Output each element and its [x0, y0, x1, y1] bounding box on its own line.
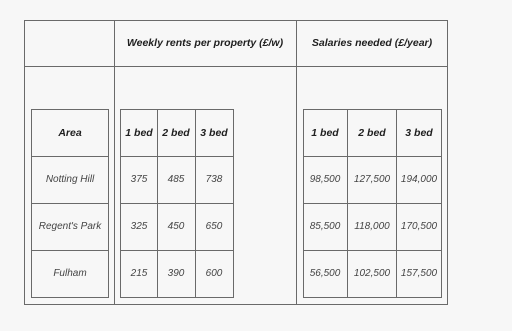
salary-cell: 102,500	[353, 268, 391, 279]
salary-column-header: 2 bed	[358, 127, 386, 139]
salary-table-line	[303, 156, 442, 157]
rent-table-line	[120, 297, 234, 298]
salary-cell: 127,500	[353, 174, 391, 185]
salary-column-header: 1 bed	[311, 127, 339, 139]
rent-table-line	[120, 109, 121, 298]
area-table-line	[108, 109, 109, 298]
area-table-line	[31, 297, 109, 298]
salary-table-line	[303, 109, 304, 298]
salary-cell: 56,500	[309, 268, 341, 279]
rent-cell: 485	[167, 174, 185, 185]
rent-table-line	[120, 156, 234, 157]
area-table-line	[31, 109, 32, 298]
rent-table-line	[195, 109, 196, 298]
rent-column-header: 1 bed	[125, 127, 153, 139]
salary-table-line	[303, 109, 442, 110]
salary-cell: 98,500	[309, 174, 341, 185]
area-row-label: Regent's Park	[38, 221, 102, 232]
rent-cell: 450	[167, 221, 185, 232]
header-divider	[24, 66, 448, 67]
area-table-line	[31, 203, 109, 204]
weekly-rents-header: Weekly rents per property (£/w)	[126, 37, 284, 49]
rent-table-line	[233, 109, 234, 298]
salary-table-line	[441, 109, 442, 298]
salary-table-line	[303, 297, 442, 298]
area-table-line	[31, 250, 109, 251]
salaries-header: Salaries needed (£/year)	[311, 37, 433, 49]
outer-border-left	[24, 20, 25, 305]
column-divider-2	[296, 20, 297, 305]
outer-border-right	[447, 20, 448, 305]
salary-cell: 194,000	[400, 174, 438, 185]
rent-cell: 600	[205, 268, 223, 279]
area-row-label: Fulham	[53, 268, 87, 279]
rent-cell: 650	[205, 221, 223, 232]
salary-cell: 157,500	[400, 268, 438, 279]
rent-cell: 390	[167, 268, 185, 279]
outer-border-bottom	[24, 304, 448, 305]
area-table-line	[31, 109, 109, 110]
salary-column-header: 3 bed	[405, 127, 433, 139]
rent-cell: 325	[130, 221, 148, 232]
area-header: Area	[58, 127, 82, 139]
rent-table-line	[157, 109, 158, 298]
outer-border-top	[24, 20, 448, 21]
column-divider-1	[114, 20, 115, 305]
rent-column-header: 2 bed	[162, 127, 190, 139]
rent-table-line	[120, 250, 234, 251]
rent-cell: 215	[130, 268, 148, 279]
salary-cell: 118,000	[354, 221, 390, 232]
salary-table-line	[303, 250, 442, 251]
area-table-line	[31, 156, 109, 157]
salary-cell: 85,500	[309, 221, 341, 232]
rent-cell: 738	[205, 174, 223, 185]
salary-table-line	[396, 109, 397, 298]
salary-cell: 170,500	[400, 221, 438, 232]
rent-column-header: 3 bed	[200, 127, 228, 139]
rent-table-line	[120, 109, 234, 110]
area-row-label: Notting Hill	[45, 174, 95, 185]
rent-table-line	[120, 203, 234, 204]
salary-table-line	[347, 109, 348, 298]
rent-cell: 375	[130, 174, 148, 185]
salary-table-line	[303, 203, 442, 204]
